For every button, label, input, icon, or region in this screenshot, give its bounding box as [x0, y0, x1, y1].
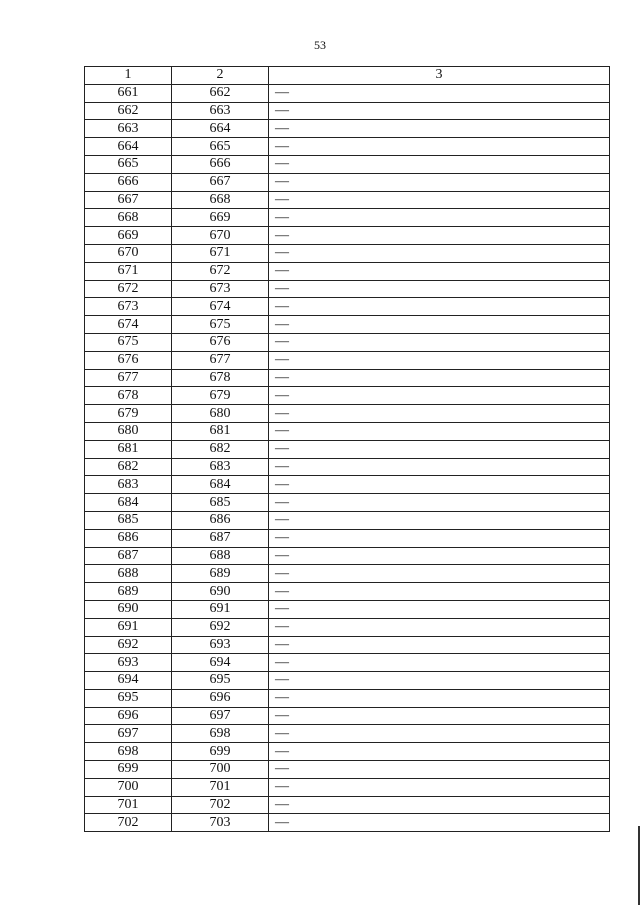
table-cell-col2: 701	[172, 778, 269, 796]
table-row	[85, 583, 610, 601]
table-cell-col1: 694	[85, 672, 172, 690]
table-cell-col2: 683	[172, 458, 269, 476]
table-cell-col2: 672	[172, 262, 269, 280]
table-cell-col3: —	[269, 120, 610, 138]
table-cell-col2: 682	[172, 440, 269, 458]
table-row	[85, 244, 610, 262]
table-cell-col1: 686	[85, 529, 172, 547]
table-cell-col1: 666	[85, 173, 172, 191]
table-cell-col2: 694	[172, 654, 269, 672]
table-cell-col2: 678	[172, 369, 269, 387]
table-cell-col1: 663	[85, 120, 172, 138]
table-cell-col1: 687	[85, 547, 172, 565]
table-row	[85, 600, 610, 618]
table-row	[85, 422, 610, 440]
table-row	[85, 173, 610, 191]
table-cell-col2: 692	[172, 618, 269, 636]
table-cell-col2: 693	[172, 636, 269, 654]
table-row	[85, 262, 610, 280]
table-cell-col1: 669	[85, 227, 172, 245]
table-cell-col1: 702	[85, 814, 172, 832]
table-cell-col3: —	[269, 262, 610, 280]
table-cell-col2: 666	[172, 155, 269, 173]
table-row	[85, 209, 610, 227]
table-cell-col2: 695	[172, 672, 269, 690]
table-cell-col1: 677	[85, 369, 172, 387]
data-table	[84, 66, 610, 832]
table-row	[85, 405, 610, 423]
table-cell-col2: 690	[172, 583, 269, 601]
table-row	[85, 280, 610, 298]
table-row	[85, 102, 610, 120]
table-cell-col3: —	[269, 778, 610, 796]
table-row	[85, 565, 610, 583]
table-cell-col1: 699	[85, 761, 172, 779]
table-cell-col1: 668	[85, 209, 172, 227]
table-body	[85, 84, 610, 831]
table-cell-col3: —	[269, 387, 610, 405]
table-cell-col2: 675	[172, 316, 269, 334]
table-cell-col3: —	[269, 351, 610, 369]
table-cell-col1: 671	[85, 262, 172, 280]
table-row	[85, 654, 610, 672]
table-cell-col1: 691	[85, 618, 172, 636]
table-cell-col2: 673	[172, 280, 269, 298]
table-cell-col3: —	[269, 565, 610, 583]
table-cell-col1: 667	[85, 191, 172, 209]
table-cell-col1: 675	[85, 333, 172, 351]
table-cell-col2: 684	[172, 476, 269, 494]
table-row	[85, 814, 610, 832]
table-row	[85, 316, 610, 334]
table-row	[85, 440, 610, 458]
table-cell-col1: 693	[85, 654, 172, 672]
table-row	[85, 511, 610, 529]
table-cell-col3: —	[269, 494, 610, 512]
column-header-1: 1	[85, 67, 172, 85]
table-cell-col3: —	[269, 654, 610, 672]
table-cell-col3: —	[269, 672, 610, 690]
table-cell-col3: —	[269, 814, 610, 832]
table-cell-col3: —	[269, 618, 610, 636]
table-cell-col2: 697	[172, 707, 269, 725]
table-cell-col2: 700	[172, 761, 269, 779]
table-cell-col2: 668	[172, 191, 269, 209]
table-cell-col1: 672	[85, 280, 172, 298]
table-cell-col3: —	[269, 529, 610, 547]
table-cell-col2: 688	[172, 547, 269, 565]
table-cell-col3: —	[269, 725, 610, 743]
table-cell-col1: 674	[85, 316, 172, 334]
table-row	[85, 191, 610, 209]
table-cell-col1: 698	[85, 743, 172, 761]
table-cell-col2: 689	[172, 565, 269, 583]
table-cell-col2: 696	[172, 689, 269, 707]
table-row	[85, 155, 610, 173]
page-number: 53	[314, 38, 326, 52]
table-cell-col1: 664	[85, 138, 172, 156]
table-cell-col1: 679	[85, 405, 172, 423]
table-row	[85, 529, 610, 547]
table-cell-col3: —	[269, 84, 610, 102]
table-row	[85, 387, 610, 405]
table-cell-col3: —	[269, 244, 610, 262]
table-cell-col1: 681	[85, 440, 172, 458]
table-cell-col1: 696	[85, 707, 172, 725]
table-cell-col3: —	[269, 440, 610, 458]
table-cell-col2: 698	[172, 725, 269, 743]
table-cell-col3: —	[269, 316, 610, 334]
table-cell-col2: 671	[172, 244, 269, 262]
table-cell-col1: 680	[85, 422, 172, 440]
table-cell-col3: —	[269, 173, 610, 191]
table-cell-col1: 683	[85, 476, 172, 494]
table-cell-col3: —	[269, 458, 610, 476]
table-row	[85, 351, 610, 369]
table-cell-col3: —	[269, 227, 610, 245]
table-cell-col2: 680	[172, 405, 269, 423]
table-cell-col2: 667	[172, 173, 269, 191]
table-row	[85, 707, 610, 725]
table-row	[85, 476, 610, 494]
table-row	[85, 796, 610, 814]
table-cell-col2: 699	[172, 743, 269, 761]
table-cell-col2: 669	[172, 209, 269, 227]
table-cell-col3: —	[269, 209, 610, 227]
table-cell-col3: —	[269, 600, 610, 618]
table-cell-col1: 673	[85, 298, 172, 316]
table-row	[85, 138, 610, 156]
table-cell-col1: 662	[85, 102, 172, 120]
table-cell-col2: 687	[172, 529, 269, 547]
table-cell-col2: 679	[172, 387, 269, 405]
table-cell-col2: 691	[172, 600, 269, 618]
table-row	[85, 298, 610, 316]
table-cell-col3: —	[269, 333, 610, 351]
table-row	[85, 333, 610, 351]
table-cell-col3: —	[269, 280, 610, 298]
table-cell-col2: 663	[172, 102, 269, 120]
table-cell-col2: 674	[172, 298, 269, 316]
table-cell-col2: 664	[172, 120, 269, 138]
table-cell-col2: 703	[172, 814, 269, 832]
table-cell-col3: —	[269, 761, 610, 779]
table-cell-col1: 690	[85, 600, 172, 618]
table-row	[85, 725, 610, 743]
table-row	[85, 689, 610, 707]
column-header-3: 3	[269, 67, 610, 85]
table-cell-col3: —	[269, 369, 610, 387]
table-cell-col1: 692	[85, 636, 172, 654]
table-row	[85, 369, 610, 387]
table-cell-col1: 701	[85, 796, 172, 814]
table-cell-col3: —	[269, 476, 610, 494]
table-cell-col2: 685	[172, 494, 269, 512]
table-cell-col2: 676	[172, 333, 269, 351]
table-cell-col2: 702	[172, 796, 269, 814]
table-cell-col3: —	[269, 707, 610, 725]
table-cell-col2: 681	[172, 422, 269, 440]
table-cell-col3: —	[269, 191, 610, 209]
table-cell-col1: 665	[85, 155, 172, 173]
table-cell-col2: 686	[172, 511, 269, 529]
table-row	[85, 778, 610, 796]
table-row	[85, 636, 610, 654]
table-cell-col2: 670	[172, 227, 269, 245]
table-cell-col2: 662	[172, 84, 269, 102]
table-row	[85, 84, 610, 102]
table-cell-col3: —	[269, 422, 610, 440]
table-cell-col1: 670	[85, 244, 172, 262]
table-cell-col1: 676	[85, 351, 172, 369]
table-row	[85, 227, 610, 245]
table-cell-col1: 684	[85, 494, 172, 512]
table-cell-col3: —	[269, 298, 610, 316]
table-cell-col1: 695	[85, 689, 172, 707]
table-cell-col1: 685	[85, 511, 172, 529]
table-cell-col2: 665	[172, 138, 269, 156]
table-row	[85, 618, 610, 636]
table-cell-col1: 689	[85, 583, 172, 601]
table-cell-col1: 661	[85, 84, 172, 102]
table-cell-col3: —	[269, 102, 610, 120]
table-cell-col1: 697	[85, 725, 172, 743]
table-cell-col3: —	[269, 547, 610, 565]
table-row	[85, 458, 610, 476]
table-cell-col3: —	[269, 743, 610, 761]
table-row	[85, 761, 610, 779]
table-cell-col1: 682	[85, 458, 172, 476]
table-cell-col3: —	[269, 138, 610, 156]
table-header-row	[85, 67, 610, 85]
table-row	[85, 120, 610, 138]
table-cell-col3: —	[269, 405, 610, 423]
table-cell-col3: —	[269, 796, 610, 814]
table-cell-col2: 677	[172, 351, 269, 369]
table-cell-col3: —	[269, 689, 610, 707]
table-cell-col3: —	[269, 583, 610, 601]
table-cell-col3: —	[269, 511, 610, 529]
table-cell-col1: 700	[85, 778, 172, 796]
table-row	[85, 743, 610, 761]
table-cell-col1: 678	[85, 387, 172, 405]
table-row	[85, 672, 610, 690]
table-row	[85, 547, 610, 565]
table-cell-col3: —	[269, 155, 610, 173]
table-cell-col1: 688	[85, 565, 172, 583]
column-header-2: 2	[172, 67, 269, 85]
table-row	[85, 494, 610, 512]
table-cell-col3: —	[269, 636, 610, 654]
